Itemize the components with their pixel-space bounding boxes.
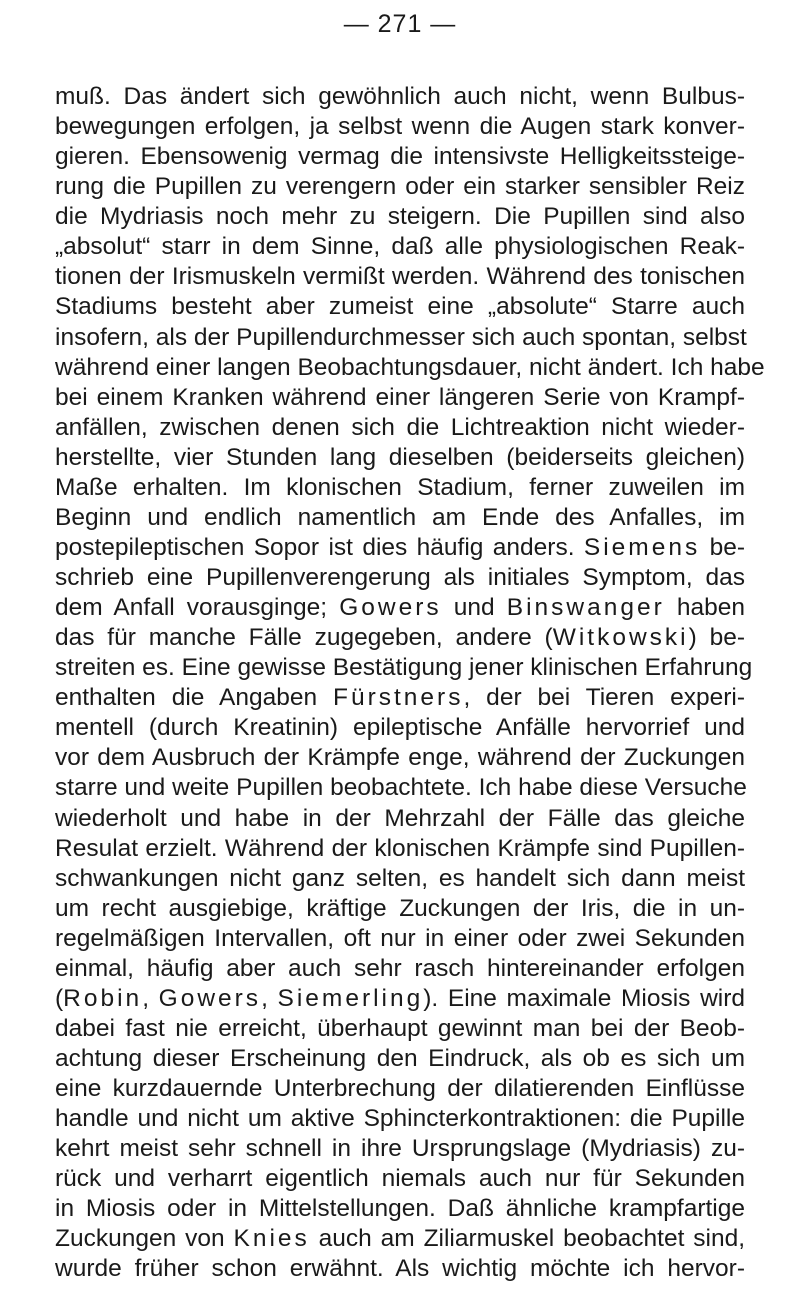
text-line xyxy=(55,683,745,713)
text-line xyxy=(55,834,745,864)
text-line xyxy=(55,1044,745,1074)
text-line xyxy=(55,864,745,894)
text-line xyxy=(55,142,745,172)
text-line xyxy=(55,232,745,262)
text-segment: bewegungen erfolgen, ja selbst wenn die Augen stark konver- xyxy=(55,113,745,141)
spaced-name: Binswanger xyxy=(506,594,665,622)
spaced-name: Siemens xyxy=(583,533,701,561)
text-segment: und xyxy=(441,594,507,622)
text-line xyxy=(55,1074,745,1104)
spaced-name: Robin xyxy=(63,984,143,1012)
text-segment: be- xyxy=(700,533,745,561)
text-line xyxy=(55,503,745,533)
text-segment: bei einem Kranken während einer längeren Serie von Krampf- xyxy=(55,383,745,411)
text-line xyxy=(55,292,745,322)
text-line xyxy=(55,112,745,142)
text-segment: rung die Pupillen zu verengern oder ein starker sensibler Reiz xyxy=(55,173,745,201)
spaced-name: Gowers xyxy=(158,984,262,1012)
text-segment: , xyxy=(261,984,278,1012)
text-segment: muß. Das ändert sich gewöhnlich auch nicht, wenn Bulbus- xyxy=(55,83,745,110)
text-line xyxy=(55,202,745,232)
text-line xyxy=(55,894,745,924)
text-segment: das für manche Fälle zugegeben, andere ( xyxy=(55,624,553,652)
text-line xyxy=(55,533,745,563)
text-segment: Maße erhalten. Im klonischen Stadium, ferner zuweilen im xyxy=(55,473,745,501)
text-segment: Resulat erzielt. Während der klonischen Krämpfe sind Pupillen- xyxy=(55,834,745,862)
text-line xyxy=(55,924,745,954)
text-line xyxy=(55,743,745,773)
text-segment: ) be- xyxy=(688,624,745,652)
text-line xyxy=(55,323,745,353)
text-line xyxy=(55,383,745,413)
text-segment: die Mydriasis noch mehr zu steigern. Die Pupillen sind also xyxy=(55,203,745,231)
text-segment: achtung dieser Erscheinung den Eindruck, als ob es sich um xyxy=(55,1045,745,1072)
page-number-header: — 271 — xyxy=(343,10,457,38)
text-segment: anfällen, zwischen denen sich die Lichtreaktion nicht wieder- xyxy=(55,413,745,441)
text-segment: schwankungen nicht ganz selten, es handelt sich dann meist xyxy=(55,864,745,892)
text-line xyxy=(55,82,745,112)
text-segment: postepileptischen Sopor ist dies häufig anders. xyxy=(55,533,584,561)
text-segment: ). Eine maximale Miosis wird xyxy=(423,984,745,1012)
text-line xyxy=(55,473,745,503)
text-segment: Zuckungen von xyxy=(55,1225,234,1253)
text-segment: tionen der Irismuskeln vermißt werden. Während des tonischen xyxy=(55,263,745,291)
text-segment: ( xyxy=(55,984,64,1012)
text-line xyxy=(55,563,745,593)
text-line xyxy=(55,1224,745,1254)
text-line xyxy=(55,653,753,683)
text-line xyxy=(55,713,745,743)
text-segment: haben xyxy=(664,594,746,622)
text-segment: Stadiums besteht aber zumeist eine „absolute“ Starre auch xyxy=(55,293,745,321)
text-segment: herstellte, vier Stunden lang dieselben (beiderseits gleichen) xyxy=(55,443,745,471)
text-segment: wurde früher schon erwähnt. Als wichtig möchte ich hervor- xyxy=(55,1255,745,1283)
text-segment: mentell (durch Kreatinin) epileptische Anfälle hervorrief und xyxy=(55,714,745,742)
text-segment: regelmäßigen Intervallen, oft nur in einer oder zwei Sekunden xyxy=(55,924,745,952)
body-text xyxy=(55,82,765,1285)
text-segment: in Miosis oder in Mittelstellungen. Daß ähnliche krampfartige xyxy=(55,1195,745,1223)
text-line xyxy=(55,984,745,1014)
text-line xyxy=(55,1194,745,1224)
text-line xyxy=(55,413,745,443)
text-segment: schrieb eine Pupillenverengerung als initiales Symptom, das xyxy=(55,564,745,591)
spaced-name: Gowers xyxy=(339,594,442,622)
text-line xyxy=(55,1254,745,1284)
text-line xyxy=(55,1164,745,1194)
text-line xyxy=(55,443,745,473)
text-segment: um recht ausgiebige, kräftige Zuckungen der Iris, die in un- xyxy=(55,894,745,922)
text-line xyxy=(55,1014,745,1044)
text-segment: Beginn und endlich namentlich am Ende des Anfalles, im xyxy=(55,503,745,531)
text-line xyxy=(55,172,745,202)
text-segment: starre und weite Pupillen beobachtete. Ich habe diese Versuche xyxy=(55,774,747,802)
text-line xyxy=(55,353,765,383)
text-segment: kehrt meist sehr schnell in ihre Ursprungslage (Mydriasis) zu- xyxy=(55,1135,745,1163)
spaced-name: Knies xyxy=(233,1225,310,1253)
spaced-name: Witkowski xyxy=(552,624,689,652)
text-line xyxy=(55,262,745,292)
text-segment: dabei fast nie erreicht, überhaupt gewinnt man bei der Beob- xyxy=(55,1014,745,1042)
text-segment: dem Anfall vorausginge; xyxy=(55,594,340,622)
text-segment: handle und nicht um aktive Sphincterkontraktionen: die Pupille xyxy=(55,1105,745,1133)
text-segment: einmal, häufig aber auch sehr rasch hintereinander erfolgen xyxy=(55,954,745,982)
text-segment: enthalten die Angaben xyxy=(55,684,333,712)
text-segment: gieren. Ebensowenig vermag die intensivste Helligkeitssteige- xyxy=(55,143,745,171)
text-line xyxy=(55,623,745,653)
text-line xyxy=(55,773,745,803)
spaced-name: Fürstners xyxy=(333,684,464,712)
text-segment: wiederholt und habe in der Mehrzahl der Fälle das gleiche xyxy=(55,804,745,832)
text-line xyxy=(55,954,745,984)
text-line xyxy=(55,804,745,834)
text-segment: „absolut“ starr in dem Sinne, daß alle physiologischen Reak- xyxy=(55,233,745,261)
text-segment: streiten es. Eine gewisse Bestätigung jener klinischen Erfahrung xyxy=(55,654,753,682)
text-segment: insofern, als der Pupillendurchmesser sich auch spontan, selbst xyxy=(55,323,747,351)
text-segment: eine kurzdauernde Unterbrechung der dilatierenden Einflüsse xyxy=(55,1075,745,1103)
text-line xyxy=(55,593,745,623)
text-segment: auch am Ziliarmuskel beobachtet sind, xyxy=(309,1225,746,1253)
text-segment: vor dem Ausbruch der Krämpfe enge, während der Zuckungen xyxy=(55,744,745,772)
text-line xyxy=(55,1104,745,1134)
text-segment: rück und verharrt eigentlich niemals auch nur für Sekunden xyxy=(55,1165,745,1193)
text-segment: während einer langen Beobachtungsdauer, nicht ändert. Ich habe xyxy=(55,353,765,381)
spaced-name: Siemerling xyxy=(277,984,424,1012)
text-line xyxy=(55,1134,745,1164)
text-segment: , xyxy=(142,984,159,1012)
text-segment: , der bei Tieren experi- xyxy=(463,684,746,712)
